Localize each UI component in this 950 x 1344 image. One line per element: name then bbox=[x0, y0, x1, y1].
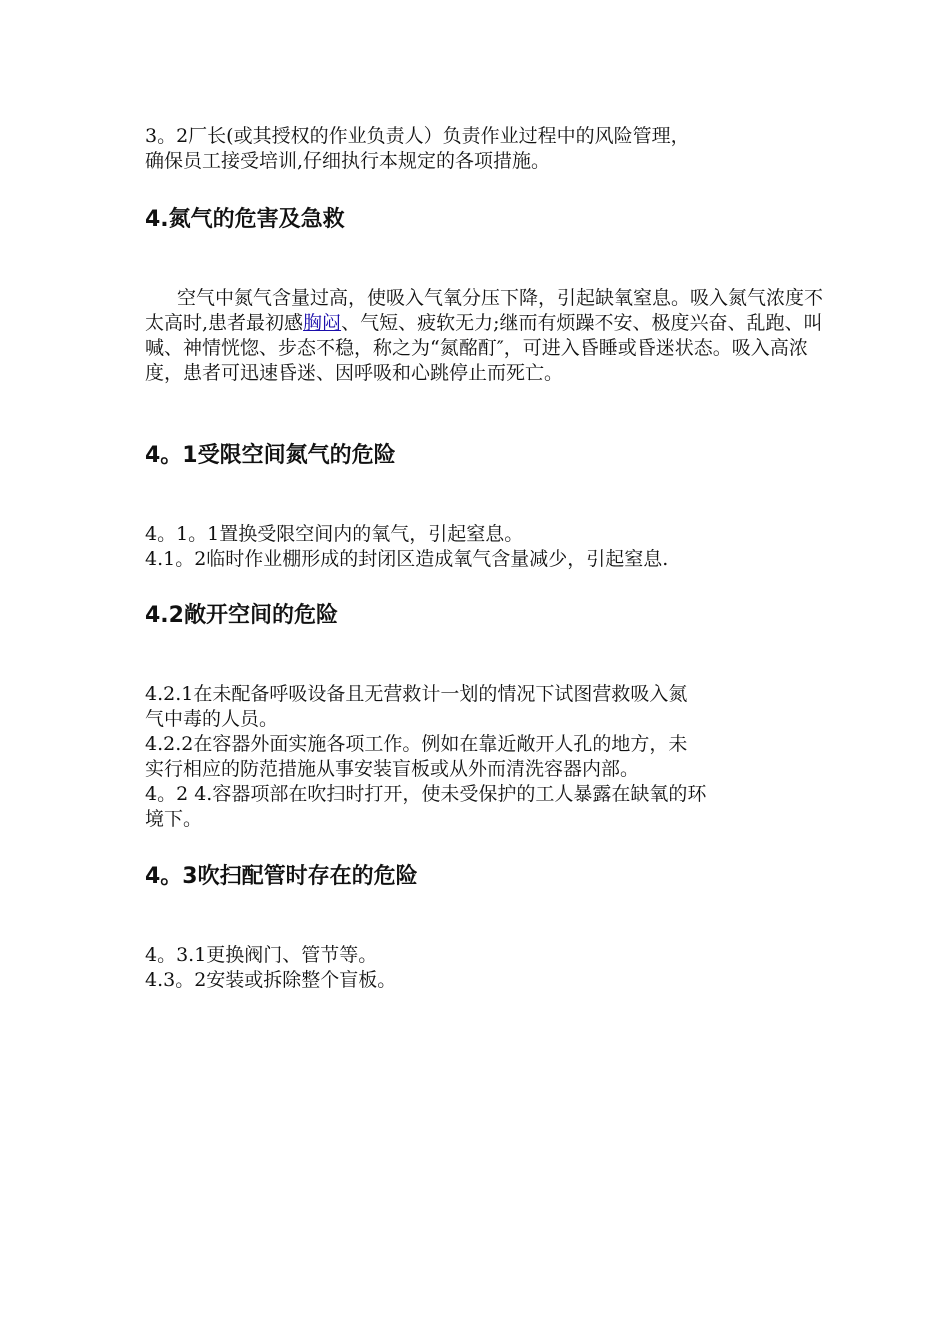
section-4-text-after-link: 、气短、疲软无力;继而有烦躁不安、极度兴奋、乱跑、叫喊、神情恍惚、步态不稳，称之为“氮酩酊″，可进入昏睡或昏迷状态。吸入高浓度，患者可迅速昏迷、因呼吸和心跳停止而死亡。 bbox=[145, 312, 823, 384]
section-4-text-before-link: 空气中氮气含量过高，使吸入气氧分压下降，引起缺氧窒息。吸入氮气浓度不太高时,患者最初感 bbox=[145, 287, 824, 334]
section-4-2-item-1-line-1: 4.2.1在未配备呼吸设备且无营救计一划的情况下试图营救吸入氮 bbox=[145, 683, 688, 705]
section-4-1-item-1: 4。1。1置换受限空间内的氧气，引起窒息。 bbox=[145, 523, 524, 545]
section-4-1-heading: 4。1受限空间氮气的危险 bbox=[145, 443, 396, 468]
section-4-2-item-3-line-1: 4。2 4.容器项部在吹扫时打开，使未受保护的工人暴露在缺氧的环 bbox=[145, 783, 707, 805]
section-4-2-list bbox=[145, 682, 706, 832]
section-4-1-item-2: 4.1。2临时作业棚形成的封闭区造成氧气含量减少，引起窒息. bbox=[145, 548, 669, 570]
section-4-2-item-2-line-2: 实行相应的防范措施从事安装盲板或从外而清洗容器内部。 bbox=[145, 758, 640, 780]
section-4-2-item-2-line-1: 4.2.2在容器外面实施各项工作。例如在靠近敞开人孔的地方，未 bbox=[145, 733, 688, 755]
section-4-3-list bbox=[145, 943, 396, 993]
chest-tightness-link[interactable]: 胸闷 bbox=[303, 312, 342, 334]
section-4-paragraph bbox=[145, 286, 825, 386]
section-4-3-item-2: 4.3。2安装或拆除整个盲板。 bbox=[145, 969, 397, 991]
section-4-3-heading: 4。3吹扫配管时存在的危险 bbox=[145, 864, 418, 889]
section-3-2-line-2: 确保员工接受培训,仔细执行本规定的各项措施。 bbox=[145, 150, 551, 172]
section-4-2-item-1-line-2: 气中毒的人员。 bbox=[145, 708, 279, 730]
section-4-heading: 4.氮气的危害及急救 bbox=[145, 207, 345, 232]
section-3-2-paragraph bbox=[145, 124, 690, 174]
section-4-1-list bbox=[145, 522, 668, 572]
section-4-3-item-1: 4。3.1更换阀门、管节等。 bbox=[145, 944, 378, 966]
section-4-2-item-3-line-2: 境下。 bbox=[145, 808, 203, 830]
section-4-2-heading: 4.2敞开空间的危险 bbox=[145, 603, 338, 628]
section-3-2-line-1: 3。2厂长(或其授权的作业负责人）负责作业过程中的风险管理， bbox=[145, 125, 690, 147]
